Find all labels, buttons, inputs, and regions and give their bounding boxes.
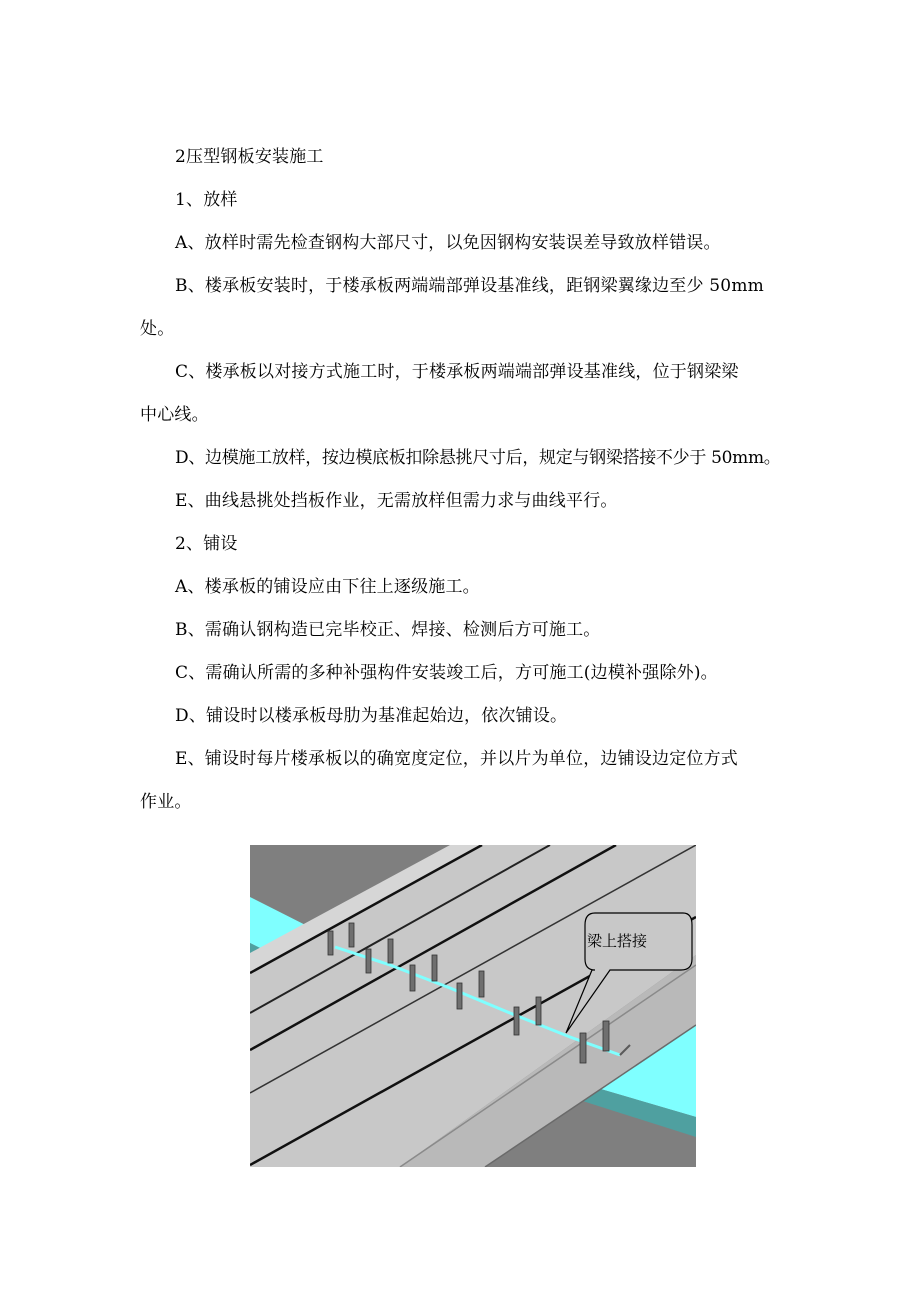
- paragraph-layout-b: B、楼承板安装时，于楼承板两端端部弹设基准线，距钢梁翼缘边至少 50mm: [175, 276, 764, 296]
- paragraph-layout-b-cont: 处。: [140, 319, 175, 339]
- stud: [536, 997, 541, 1025]
- stud: [603, 1021, 609, 1051]
- stud: [432, 955, 437, 981]
- subheading-layout: 1、放样: [175, 190, 238, 210]
- paragraph-layout-c-cont: 中心线。: [140, 405, 209, 425]
- stud: [457, 983, 462, 1009]
- paragraph-laying-d: D、铺设时以楼承板母肋为基准起始边，依次铺设。: [175, 706, 568, 726]
- callout-label: 梁上搭接: [587, 932, 648, 950]
- paragraph-layout-d: D、边模施工放样，按边模底板扣除悬挑尺寸后，规定与钢梁搭接不少于 50mm。: [175, 448, 781, 468]
- stud: [349, 923, 354, 947]
- paragraph-laying-b: B、需确认钢构造已完毕校正、焊接、检测后方可施工。: [175, 620, 601, 640]
- stud: [580, 1033, 586, 1063]
- stud: [366, 949, 371, 973]
- subheading-laying: 2、铺设: [175, 534, 238, 554]
- paragraph-laying-e: E、铺设时每片楼承板以的确宽度定位，并以片为单位，边铺设边定位方式: [175, 749, 739, 769]
- paragraph-laying-e-cont: 作业。: [140, 792, 192, 812]
- stud: [388, 939, 393, 963]
- paragraph-layout-e: E、曲线悬挑处挡板作业，无需放样但需力求与曲线平行。: [175, 491, 618, 511]
- section-heading: 2压型钢板安装施工: [175, 147, 324, 167]
- stud: [514, 1007, 519, 1035]
- stud: [328, 931, 333, 955]
- paragraph-layout-a: A、放样时需先检查钢构大部尺寸，以免因钢构安装误差导致放样错误。: [175, 233, 721, 253]
- deck-lap-illustration: [250, 845, 696, 1167]
- stud: [479, 971, 484, 997]
- stud: [410, 965, 415, 991]
- paragraph-laying-c: C、需确认所需的多种补强构件安装竣工后，方可施工(边模补强除外)。: [175, 663, 718, 683]
- paragraph-laying-a: A、楼承板的铺设应由下往上逐级施工。: [175, 577, 480, 597]
- paragraph-layout-c: C、楼承板以对接方式施工时，于楼承板两端端部弹设基准线，位于钢梁梁: [175, 362, 739, 382]
